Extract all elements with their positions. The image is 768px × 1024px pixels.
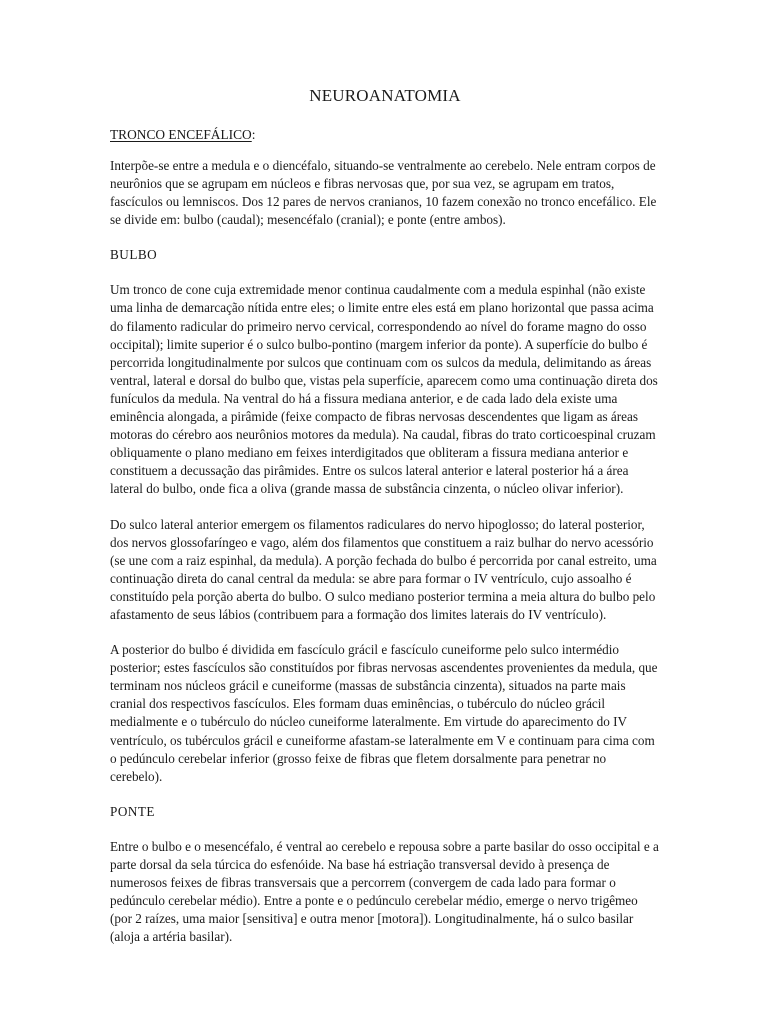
bulbo-paragraph-3: A posterior do bulbo é dividida em fascículo grácil e fascículo cuneiforme pelo sulco intermédio posterior; estes fascículos são constituídos por fibras nervosas ascendentes provenientes da medula, que terminam nos núcleos grácil e cuneiforme (massas de substância cinzenta), situados na parte mais cranial dos respectivos fascículos. Eles formam duas eminências, o tubérculo do núcleo grácil medialmente e o tubérculo do núcleo cuneiforme lateralmente. Em virtude do aparecimento do IV ventrículo, os tubérculos grácil e cuneiforme afastam-se lateralmente em V e continuam para cima com o pedúnculo cerebelar inferior (grosso feixe de fibras que fletem dorsalmente para penetrar no cerebelo). xyxy=(110,642,658,784)
section-heading-colon: : xyxy=(251,127,256,142)
section-heading-text: TRONCO ENCEFÁLICO xyxy=(110,127,252,142)
ponte-paragraph-1: Entre o bulbo e o mesencéfalo, é ventral ao cerebelo e repousa sobre a parte basilar do osso occipital e a parte dorsal da sela túrcica do esfenóide. Na base há estriação transversal devido à presença de numerosos feixes de fibras transversais que a percorrem (convergem de cada lado para formar o pedúnculo cerebelar médio). Entre a ponte e o pedúnculo cerebelar médio, emerge o nervo trigêmeo (por 2 raízes, uma maior [sensitiva] e outra menor [motora]). Longitudinalmente, há o sulco basilar (aloja a artéria basilar). xyxy=(110,838,659,945)
bulbo-paragraph-1: Um tronco de cone cuja extremidade menor continua caudalmente com a medula espinhal (não existe uma linha de demarcação nítida entre eles; o limite entre eles está em plano horizontal que passa acima do filamento radicular do primeiro nervo cervical, correspondendo ao nível do forame magno do osso occipital); limite superior é o sulco bulbo-pontino (margem inferior da ponte). A superfície do bulbo é percorrida longitudinalmente por sulcos que continuam com os sulcos da medula, delimitando as áreas ventral, lateral e dorsal do bulbo que, vistas pela superfície, aparecem como uma continuação direta dos funículos da medula. Na ventral do há a fissura mediana anterior, e de cada lado dela existe uma eminência alongada, a pirâmide (feixe compacto de fibras nervosas descendentes que ligam as áreas motoras do cérebro aos neurônios motores da medula). Na caudal, fibras do trato corticoespinal cruzam obliquamente o plano mediano em feixes interdigitados que obliteram a fissura mediana anterior e constituem a decussação das pirâmides. Entre os sulcos lateral anterior e lateral posterior há a área lateral do bulbo, onde fica a oliva (grande massa de substância cinzenta, o núcleo olivar inferior). xyxy=(110,282,658,497)
ponte-heading: PONTE xyxy=(110,803,155,819)
bulbo-paragraph-2: Do sulco lateral anterior emergem os filamentos radiculares do nervo hipoglosso; do lateral posterior, dos nervos glossofaríngeo e vago, além dos filamentos que constituem a raiz bulhar do nervo acessório (se une com a raiz espinhal, da medula). A porção fechada do bulbo é percorrida por canal estreito, uma continuação direta do canal central da medula: se abre para formar o IV ventrículo, cujo assoalho é constituído pela porção aberta do bulbo. O sulco mediano posterior termina a meia altura do bulbo pelo afastamento de seus lábios (contribuem para a formação dos limites laterais do IV ventrículo). xyxy=(110,516,657,622)
page-title: NEUROANATOMIA xyxy=(309,86,461,105)
bulbo-heading: BULBO xyxy=(110,247,158,263)
intro-paragraph: Interpõe-se entre a medula e o diencéfalo, situando-se ventralmente ao cerebelo. Nele entram corpos de neurônios que se agrupam em núcleos e fibras nervosas que, por sua vez, se agrupam em tratos, fascículos ou lemniscos. Dos 12 pares de nervos cranianos, 10 fazem conexão no tronco encefálico. Ele se divide em: bulbo (caudal); mesencéfalo (cranial); e ponte (entre ambos). xyxy=(110,158,657,228)
section-heading xyxy=(110,126,660,144)
